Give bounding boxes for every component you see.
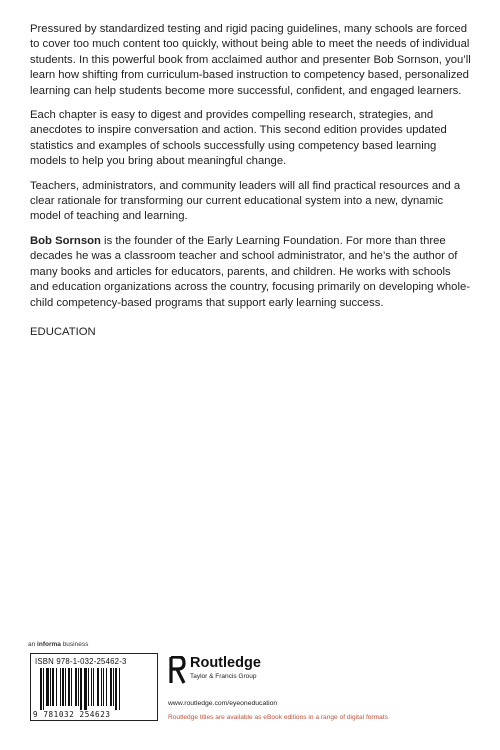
barcode-bars (40, 668, 150, 710)
description-paragraph-3: Teachers, administrators, and community leaders will all find practical resources and a clear rationale for transforming our current educational system into a new, dynamic model of teaching and learning. (30, 179, 461, 223)
isbn-text: ISBN 978-1-032-25462-3 (35, 657, 127, 666)
description-paragraph-2: Each chapter is easy to digest and provides compelling research, strategies, and anecdotes to inspire conversation and action. This second edition provides updated statistics and examples of schools successfully using competency based learning models to help you bring about meaningful change. (30, 109, 447, 168)
description-paragraph-1: Pressured by standardized testing and rigid pacing guidelines, many schools are forced to cover too much content too quickly, without being able to meet the needs of individual students. In this powerful book from acclaimed author and presenter Bob Sornson, you’ll learn how shifting from curriculum-based instruction to competency based, personalized learning can help students become more successful, confident, and engaged learners. (30, 23, 471, 97)
informa-business-label: an informa business (28, 641, 89, 648)
publisher-url: www.routledge.com/eyeoneducation (168, 700, 278, 707)
subject-category: EDUCATION (30, 325, 96, 338)
routledge-logo-icon (168, 656, 186, 684)
author-bio (30, 234, 472, 311)
publisher-group: Taylor & Francis Group (190, 673, 257, 680)
back-cover-copy (30, 22, 472, 349)
publisher-name: Routledge (190, 655, 261, 671)
ebook-note: Routledge titles are available as eBook editions in a range of digital formats (168, 714, 388, 721)
author-name: Bob Sornson (30, 234, 101, 247)
author-bio-text: is the founder of the Early Learning Foundation. For more than three decades he was a classroom teacher and school administrator, and he’s the author of many books and articles for educators, parents, and children. He works with schools and education organizations across the country, focusing primarily on developing whole-child competency-based programs that support early learning success. (30, 234, 470, 309)
isbn-barcode (30, 653, 158, 721)
barcode-number: 9 781032 254623 (33, 710, 111, 719)
